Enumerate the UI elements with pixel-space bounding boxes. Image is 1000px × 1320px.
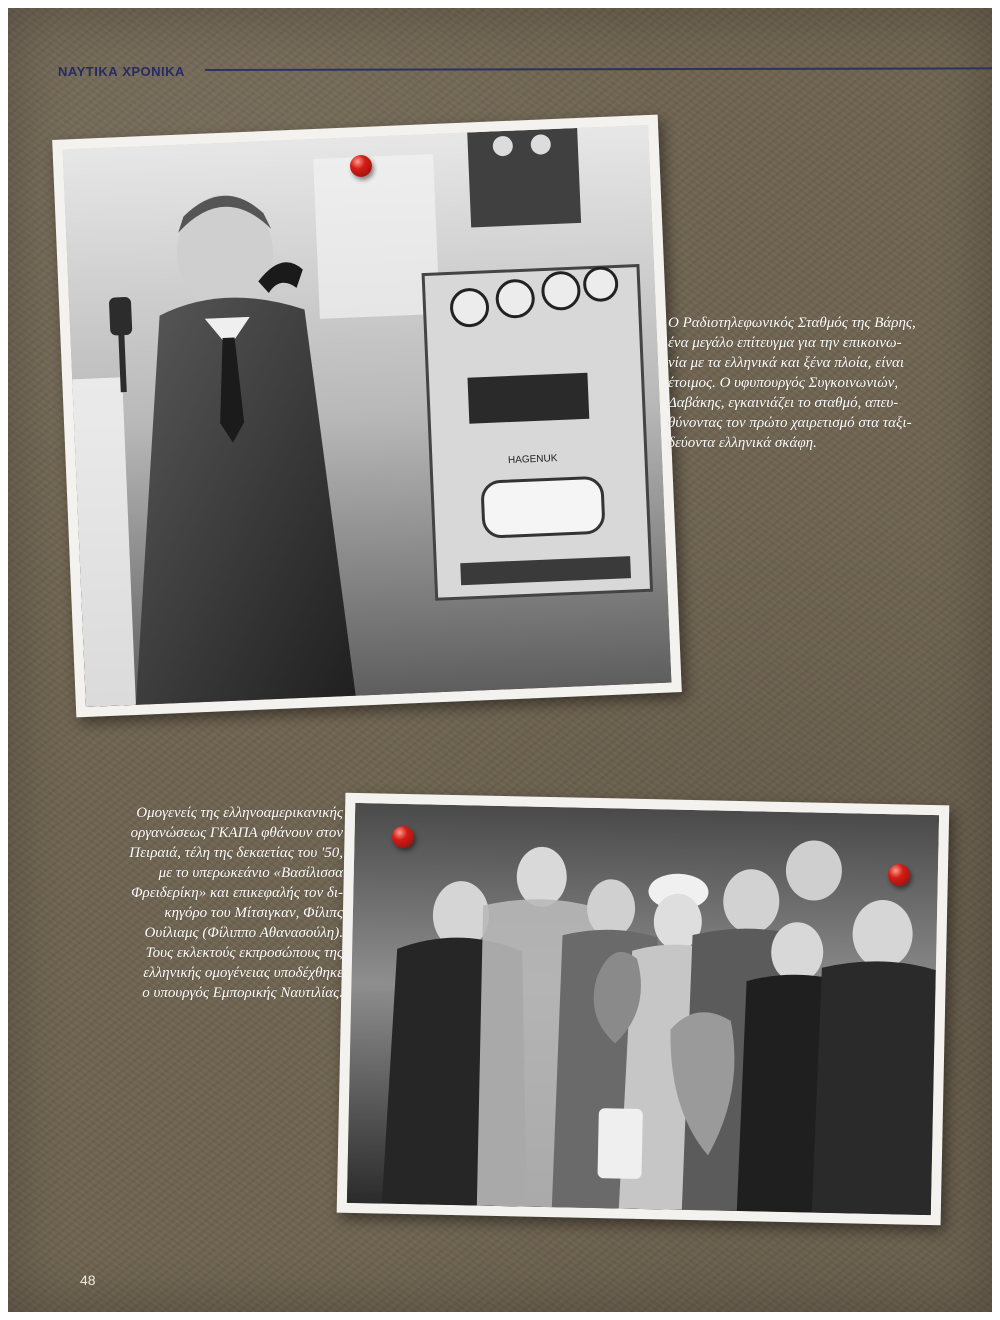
- caption-line: Πειραιά, τέλη της δεκαετίας του '50,: [129, 845, 343, 861]
- wall-panel: [467, 128, 581, 228]
- gauge-icon: [451, 289, 488, 326]
- gauge-icon: [542, 272, 579, 309]
- photo-ahepa-arrival: [337, 793, 950, 1226]
- caption-line: οργανώσεως ΓΚΑΠΑ φθάνουν στον: [130, 825, 343, 841]
- radio-station-illustration: [63, 125, 672, 707]
- caption-line: νία με τα ελληνικά και ξένα πλοία, είναι: [668, 355, 905, 371]
- red-pin-icon: [350, 155, 372, 177]
- equipment-brand-label: HAGENUK: [507, 453, 558, 467]
- caption-line: Τους εκλεκτούς εκπροσώπους της: [145, 945, 343, 961]
- caption-line: ο υπουργός Εμπορικής Ναυτιλίας.: [142, 985, 343, 1001]
- photo-radio-station-image: [63, 125, 672, 707]
- caption-line: Φρειδερίκη» και επικεφαλής τον δι-: [131, 885, 343, 901]
- caption-line: με το υπερωκεάνιο «Βασίλισσα: [158, 865, 343, 881]
- caption-line: ελληνικής ομογένειας υποδέχθηκε: [143, 965, 343, 981]
- caption-line: έτοιμος. Ο υφυπουργός Συγκοινωνιών,: [668, 375, 899, 391]
- red-pin-icon: [392, 826, 414, 848]
- caption-ahepa-arrival: [97, 803, 343, 1003]
- speaker-grill: [482, 477, 604, 537]
- page-number: 48: [80, 1272, 96, 1288]
- microphone-icon: [109, 297, 133, 336]
- caption-line: κηγόρο του Μίτσιγκαν, Φίλιπς: [164, 905, 343, 921]
- gauge-icon: [584, 267, 617, 300]
- gauge-icon: [496, 280, 533, 317]
- caption-line: Ο Ραδιοτηλεφωνικός Σταθμός της Βάρης,: [668, 315, 916, 331]
- window-panel: [313, 154, 440, 319]
- section-header: ΝΑΥΤΙΚΑ ΧΡΟΝΙΚΑ: [58, 64, 185, 79]
- photo-ahepa-arrival-image: [347, 803, 939, 1215]
- red-pin-icon: [888, 864, 910, 886]
- caption-line: Δαβάκης, εγκαινιάζει το σταθμό, απευ-: [668, 395, 899, 411]
- handbag-icon: [597, 1108, 642, 1179]
- caption-line: θύνοντας τον πρώτο χαιρετισμό στα ταξι-: [668, 415, 912, 431]
- group-illustration: [347, 803, 939, 1215]
- control-panel: [467, 373, 589, 424]
- caption-radio-station: [668, 313, 958, 453]
- caption-line: δεύοντα ελληνικά σκάφη.: [668, 435, 817, 451]
- caption-line: Ομογενείς της ελληνοαμερικανικής: [136, 805, 343, 821]
- person-suit: [812, 960, 936, 1215]
- caption-line: ένα μεγάλο επίτευγμα για την επικοινω-: [668, 335, 902, 351]
- caption-line: Ουίλιαμς (Φίλιππο Αθανασούλη).: [144, 925, 343, 941]
- photo-radio-station: [52, 115, 682, 718]
